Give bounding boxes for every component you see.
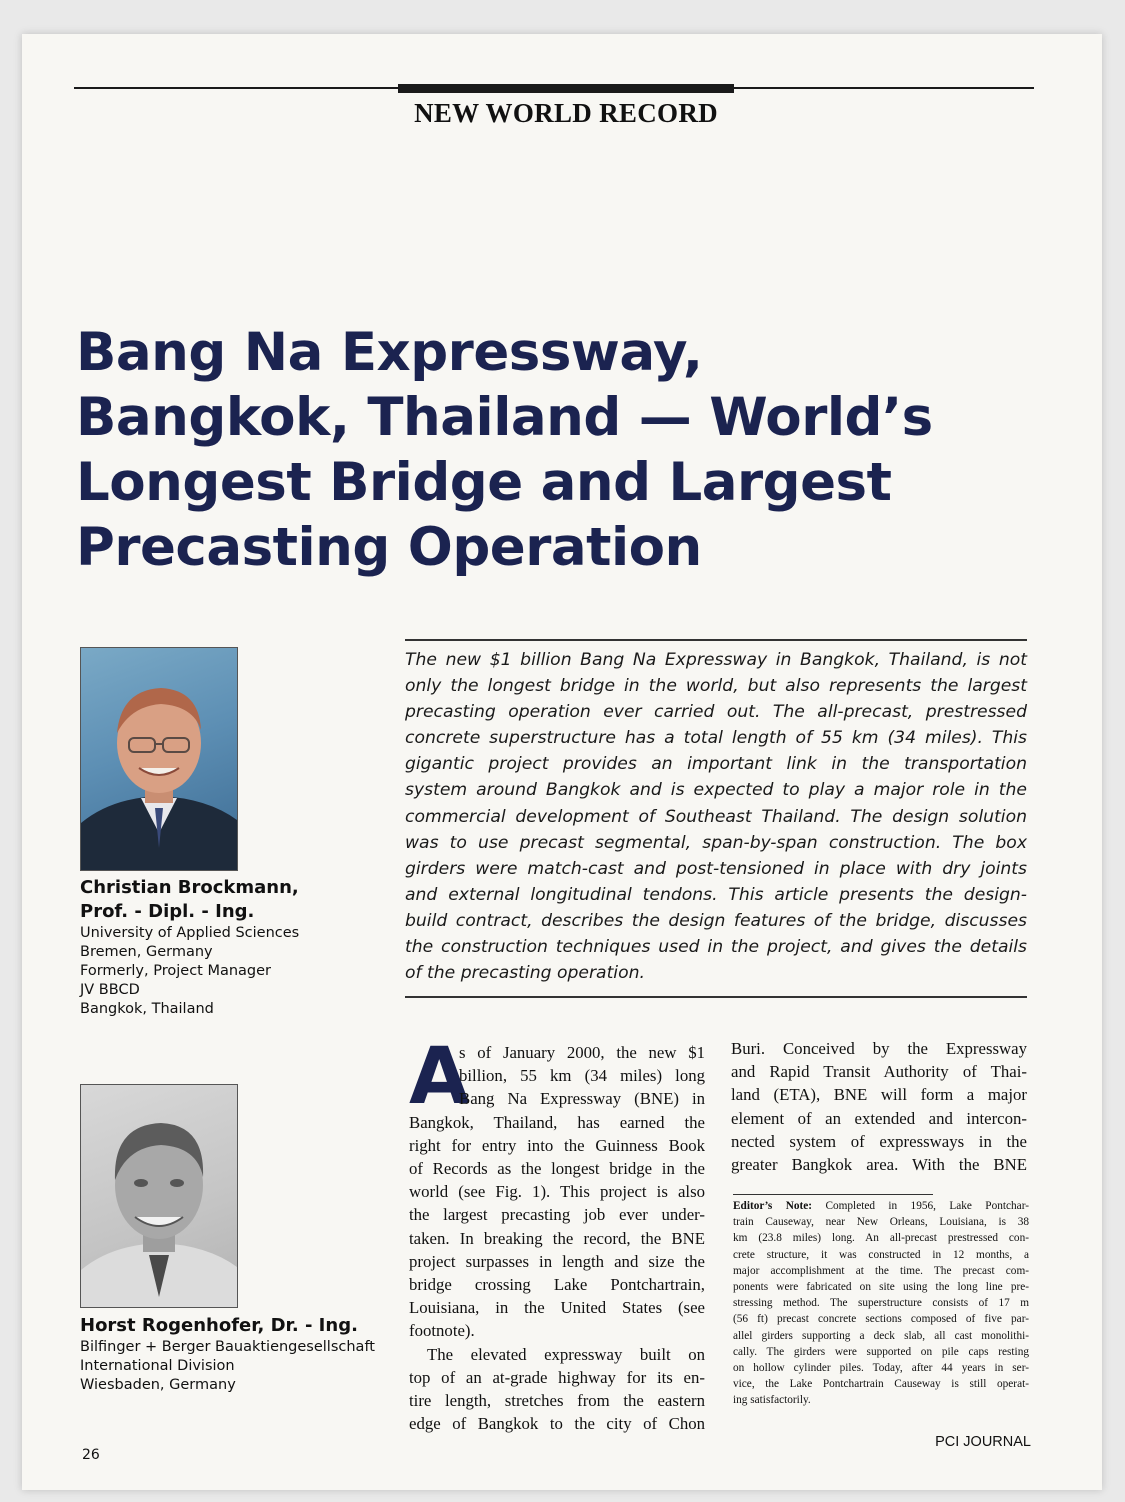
title-line: Bangkok, Thailand — World’s: [76, 387, 933, 448]
body-column-1: [409, 1032, 705, 1435]
note-line: ponents were fabricated on site using the long line pre-: [733, 1281, 1029, 1294]
body-line: and Rapid Transit Authority of Thai-: [731, 1062, 1027, 1082]
body-line: Buri. Conceived by the Expressway: [731, 1039, 1027, 1058]
title-line: Precasting Operation: [76, 517, 702, 578]
body-line: s of January 2000, the new $1: [459, 1043, 705, 1062]
note-line: crete structure, it was constructed in 12 months, a: [733, 1248, 1029, 1261]
body-line: billion, 55 km (34 miles) long: [459, 1066, 705, 1086]
note-line: stressing method. The superstructure consists of 17 m: [733, 1297, 1029, 1310]
portrait-photo-icon: [81, 1085, 237, 1307]
footnote-rule: [733, 1194, 933, 1195]
page-number: 26: [82, 1447, 100, 1463]
author-name-line: Christian Brockmann,: [80, 877, 299, 898]
abstract-line: and external longitudinal tendons. This article presents the design-: [405, 884, 1027, 905]
editors-note: [733, 1198, 1029, 1409]
note-line: cally. The girders were supported on pile caps resting: [733, 1345, 1029, 1358]
author-name-line: Prof. - Dipl. - Ing.: [80, 901, 255, 922]
body-line: land (ETA), BNE will form a major: [731, 1085, 1027, 1105]
abstract-line: system around Bangkok and is expected to play a major role in the: [405, 780, 1027, 801]
note-line: [733, 1198, 1029, 1214]
body-line: top of an at-grade highway for its en-: [409, 1367, 705, 1387]
author-affiliation-line: Bilfinger + Berger Bauaktiengesellschaft: [80, 1339, 375, 1355]
abstract-line: girders were match-cast and post-tensioned in place with dry joints: [405, 858, 1027, 879]
note-line: allel girders supporting a deck slab, all cast monolithi-: [733, 1329, 1029, 1342]
abstract-top-rule: [405, 639, 1027, 641]
drop-cap: A: [409, 1032, 470, 1122]
body-line: Bangkok, Thailand, has earned the: [409, 1112, 705, 1132]
abstract-line: only the longest bridge in the world, but also represents the largest: [405, 676, 1027, 697]
abstract-line: commercial development of Southeast Thailand. The design solution: [405, 806, 1027, 827]
abstract: [405, 647, 1027, 986]
author-affiliation-line: International Division: [80, 1358, 235, 1374]
journal-name: PCI JOURNAL: [935, 1434, 1031, 1450]
body-line: of Records as the longest bridge in the: [409, 1159, 705, 1179]
journal-page: [22, 34, 1102, 1490]
note-line: (56 ft) precast concrete sections composed of five par-: [733, 1313, 1029, 1326]
body-line: footnote).: [409, 1321, 475, 1341]
body-line: The elevated expressway built on: [427, 1344, 705, 1364]
abstract-line: gigantic project provides an important link in the transportation: [405, 754, 1027, 775]
author-brockmann: [80, 876, 400, 1019]
body-column-2: [731, 1037, 1027, 1176]
body-line: bridge crossing Lake Pontchartrain,: [409, 1275, 705, 1295]
body-line: greater Bangkok area. With the BNE: [731, 1155, 1027, 1175]
note-line: on hollow cylinder piles. Today, after 44 years in ser-: [733, 1362, 1029, 1375]
author-rogenhofer: [80, 1314, 400, 1395]
author-affiliation-line: University of Applied Sciences: [80, 925, 300, 941]
abstract-line: The new $1 billion Bang Na Expressway in Bangkok, Thailand, is not: [405, 650, 1027, 670]
section-label: NEW WORLD RECORD: [414, 98, 718, 128]
abstract-line: was to use precast segmental, span-by-span construction. The box: [405, 832, 1027, 853]
abstract-bottom-rule: [405, 996, 1027, 998]
author-affiliation-line: Formerly, Project Manager: [80, 963, 272, 979]
body-line: project surpasses in length and size the: [409, 1251, 705, 1271]
note-line: km (23.8 miles) long. An all-precast prestressed con-: [733, 1232, 1029, 1245]
body-line: tire length, stretches from the eastern: [409, 1391, 705, 1411]
body-line: taken. In breaking the record, the BNE: [409, 1228, 705, 1248]
author-name-line: Horst Rogenhofer, Dr. - Ing.: [80, 1315, 358, 1336]
portrait-photo-icon: [81, 648, 237, 870]
article-title: [76, 320, 976, 580]
body-line: the largest precasting job ever under-: [409, 1205, 705, 1225]
abstract-line: build contract, describes the design features of the bridge, discusses: [405, 910, 1027, 931]
title-line: Bang Na Expressway,: [76, 322, 703, 383]
body-line: Louisiana, in the United States (see: [409, 1298, 705, 1318]
body-line: right for entry into the Guinness Book: [409, 1135, 705, 1155]
note-first-line: Completed in 1956, Lake Pontchar-: [825, 1200, 1029, 1212]
author-affiliation-line: Wiesbaden, Germany: [80, 1377, 236, 1393]
abstract-line: of the precasting operation.: [405, 963, 645, 984]
author-photo-brockmann: [80, 647, 238, 871]
body-line: Bang Na Expressway (BNE) in: [459, 1089, 705, 1109]
body-line: element of an extended and intercon-: [731, 1108, 1027, 1128]
abstract-line: the construction techniques used in the project, and gives the details: [405, 937, 1027, 958]
author-affiliation-line: JV BBCD: [80, 982, 140, 998]
section-bar: [398, 84, 734, 93]
note-line: ing satisfactorily.: [733, 1394, 811, 1407]
body-line: nected system of expressways in the: [731, 1131, 1027, 1151]
body-line: edge of Bangkok to the city of Chon: [409, 1414, 705, 1434]
note-line: vice, the Lake Pontchartrain Causeway is still operat-: [733, 1378, 1029, 1391]
body-line: world (see Fig. 1). This project is also: [409, 1182, 705, 1202]
abstract-line: precasting operation ever carried out. The all-precast, prestressed: [405, 702, 1027, 723]
title-line: Longest Bridge and Largest: [76, 452, 892, 513]
author-photo-rogenhofer: [80, 1084, 238, 1308]
note-line: major accomplishment at the time. The precast com-: [733, 1264, 1029, 1277]
note-label: Editor’s Note:: [733, 1200, 813, 1212]
abstract-line: concrete superstructure has a total length of 55 km (34 miles). This: [405, 728, 1027, 749]
note-line: train Causeway, near New Orleans, Louisiana, is 38: [733, 1216, 1029, 1229]
author-affiliation-line: Bangkok, Thailand: [80, 1001, 214, 1017]
author-affiliation-line: Bremen, Germany: [80, 944, 213, 960]
